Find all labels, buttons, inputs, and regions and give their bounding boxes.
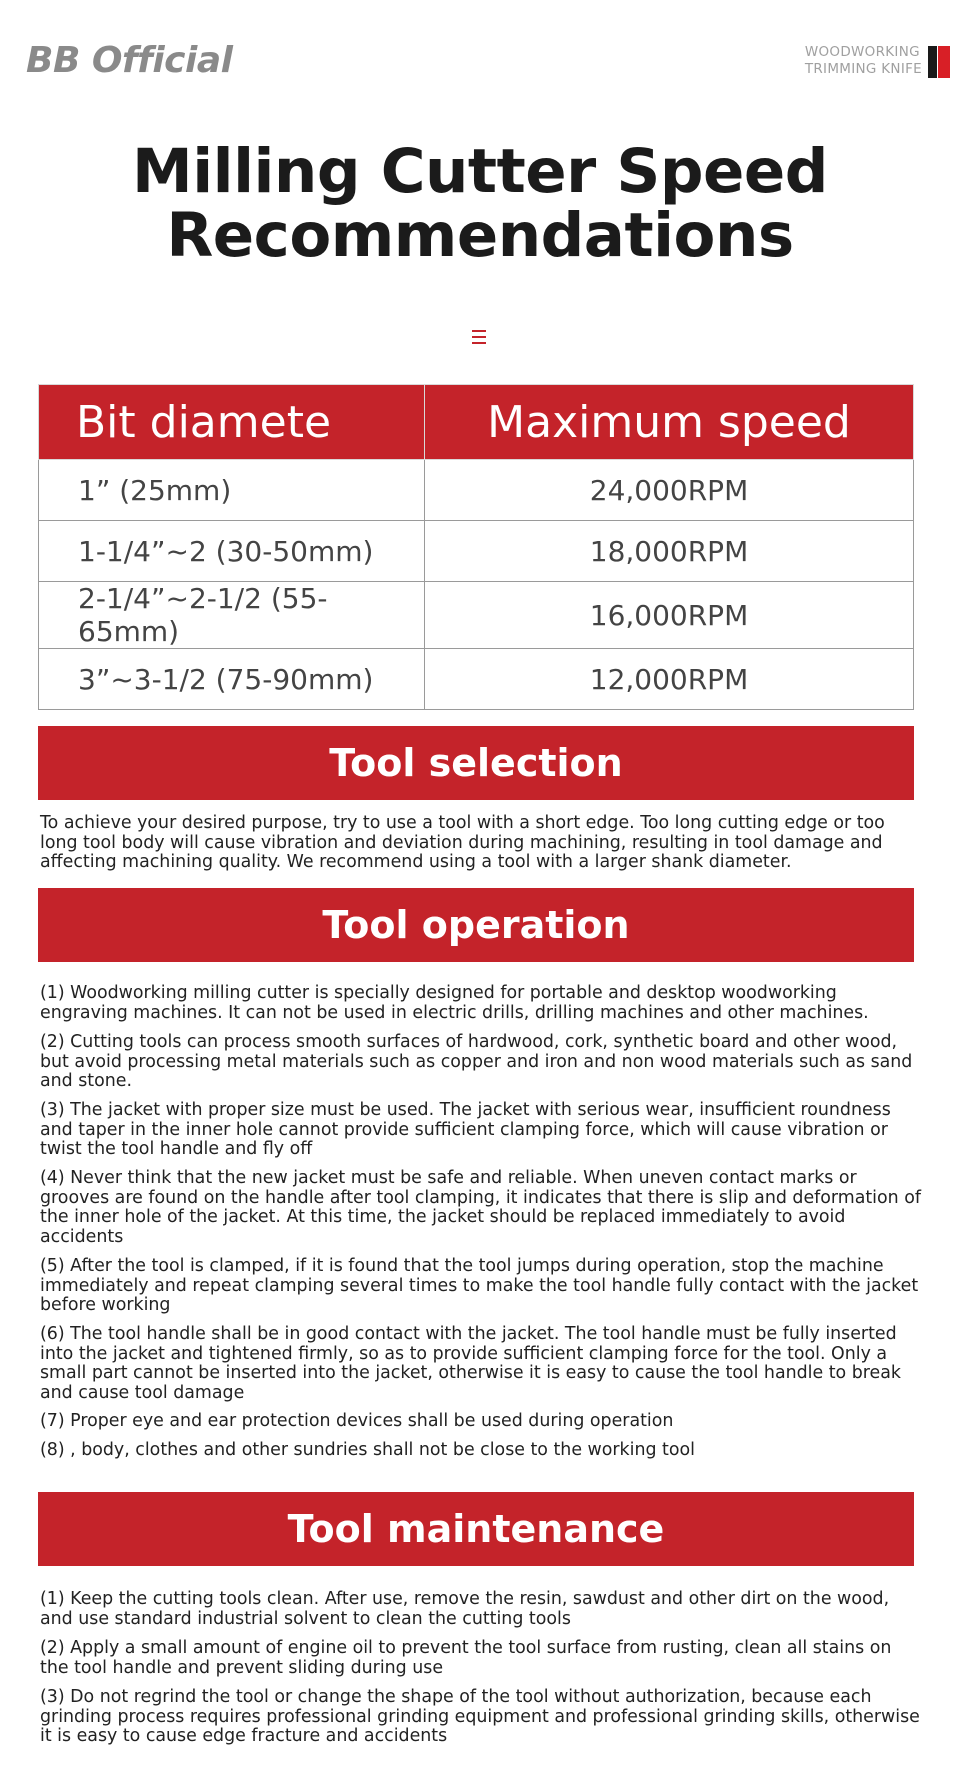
operation-item: (6) The tool handle shall be in good contact with the jacket. The tool handle must be fully inserted into the jacket and tightened firmly, so as to provide sufficient clamping force for the tool. Only a small part cannot be inserted into the jacket, otherwise it is easy to cause the tool handle to break and cause tool damage: [40, 1324, 901, 1403]
page-title-line2: Recommendations: [166, 200, 794, 271]
brand-logo-text: BB Official: [26, 40, 233, 81]
header-bit-diameter: Bit diamete: [39, 385, 425, 460]
speed-table: [38, 384, 914, 710]
header-maximum-speed: Maximum speed: [425, 385, 914, 460]
operation-item: (2) Cutting tools can process smooth surfaces of hardwood, cork, synthetic board and other wood, but avoid processing metal materials such as copper and iron and non wood materials such as sand and stone.: [40, 1032, 913, 1092]
tool-maintenance-heading: Tool maintenance: [38, 1492, 914, 1566]
table-row: [39, 649, 914, 710]
maintenance-item: (2) Apply a small amount of engine oil to prevent the tool surface from rusting, clean all stains on the tool handle and prevent sliding during use: [40, 1638, 892, 1678]
operation-item: (3) The jacket with proper size must be used. The jacket with serious wear, insufficient roundness and taper in the inner hole cannot provide sufficient clamping force, which will cause vibration or twist the tool handle and fly off: [40, 1100, 891, 1160]
operation-item: (5) After the tool is clamped, if it is found that the tool jumps during operation, stop the machine immediately and repeat clamping several times to make the tool handle fully contact with the jacket before working: [40, 1256, 919, 1316]
brand-bars-icon: [928, 46, 954, 78]
tool-selection-text: To achieve your desired purpose, try to use a tool with a short edge. Too long cutting edge or too long tool body will cause vibration and deviation during machining, resulting in tool damage and affecting machining quality. We recommend using a tool with a larger shank diameter.: [40, 813, 885, 873]
menu-icon: [472, 330, 486, 344]
tool-selection-heading: Tool selection: [38, 726, 914, 800]
cell-max-speed: 24,000RPM: [425, 460, 914, 521]
cell-bit-diameter: 2-1/4”~2-1/2 (55-65mm): [39, 582, 425, 649]
page-title: [0, 136, 960, 271]
operation-item: (8) , body, clothes and other sundries shall not be close to the working tool: [40, 1440, 695, 1460]
product-tag-line1: WOODWORKING: [804, 44, 920, 60]
cell-max-speed: 16,000RPM: [425, 582, 914, 649]
maintenance-item: (3) Do not regrind the tool or change the shape of the tool without authorization, because each grinding process requires professional grinding equipment and professional grinding skills, otherwise it is easy to cause edge fracture and accidents: [40, 1687, 920, 1747]
product-tag-line2: TRIMMING KNIFE: [804, 61, 922, 77]
cell-bit-diameter: 3”~3-1/2 (75-90mm): [39, 649, 425, 710]
operation-item: (1) Woodworking milling cutter is specially designed for portable and desktop woodworking engraving machines. It can not be used in electric drills, drilling machines and other machines.: [40, 983, 869, 1023]
table-row: [39, 460, 914, 521]
table-row: [39, 521, 914, 582]
cell-max-speed: 18,000RPM: [425, 521, 914, 582]
product-tag: [805, 44, 922, 78]
cell-bit-diameter: 1” (25mm): [39, 460, 425, 521]
operation-item: (4) Never think that the new jacket must be safe and reliable. When uneven contact marks or grooves are found on the handle after tool clamping, it indicates that there is slip and deformation of the inner hole of the jacket. At this time, the jacket should be replaced immediately to avoid accidents: [40, 1168, 921, 1247]
cell-bit-diameter: 1-1/4”~2 (30-50mm): [39, 521, 425, 582]
operation-item: (7) Proper eye and ear protection devices shall be used during operation: [40, 1411, 674, 1431]
table-row: [39, 582, 914, 649]
tool-operation-heading: Tool operation: [38, 888, 914, 962]
maintenance-item: (1) Keep the cutting tools clean. After use, remove the resin, sawdust and other dirt on the wood, and use standard industrial solvent to clean the cutting tools: [40, 1589, 890, 1629]
table-header-row: [39, 385, 914, 460]
page-title-line1: Milling Cutter Speed: [132, 136, 828, 207]
cell-max-speed: 12,000RPM: [425, 649, 914, 710]
